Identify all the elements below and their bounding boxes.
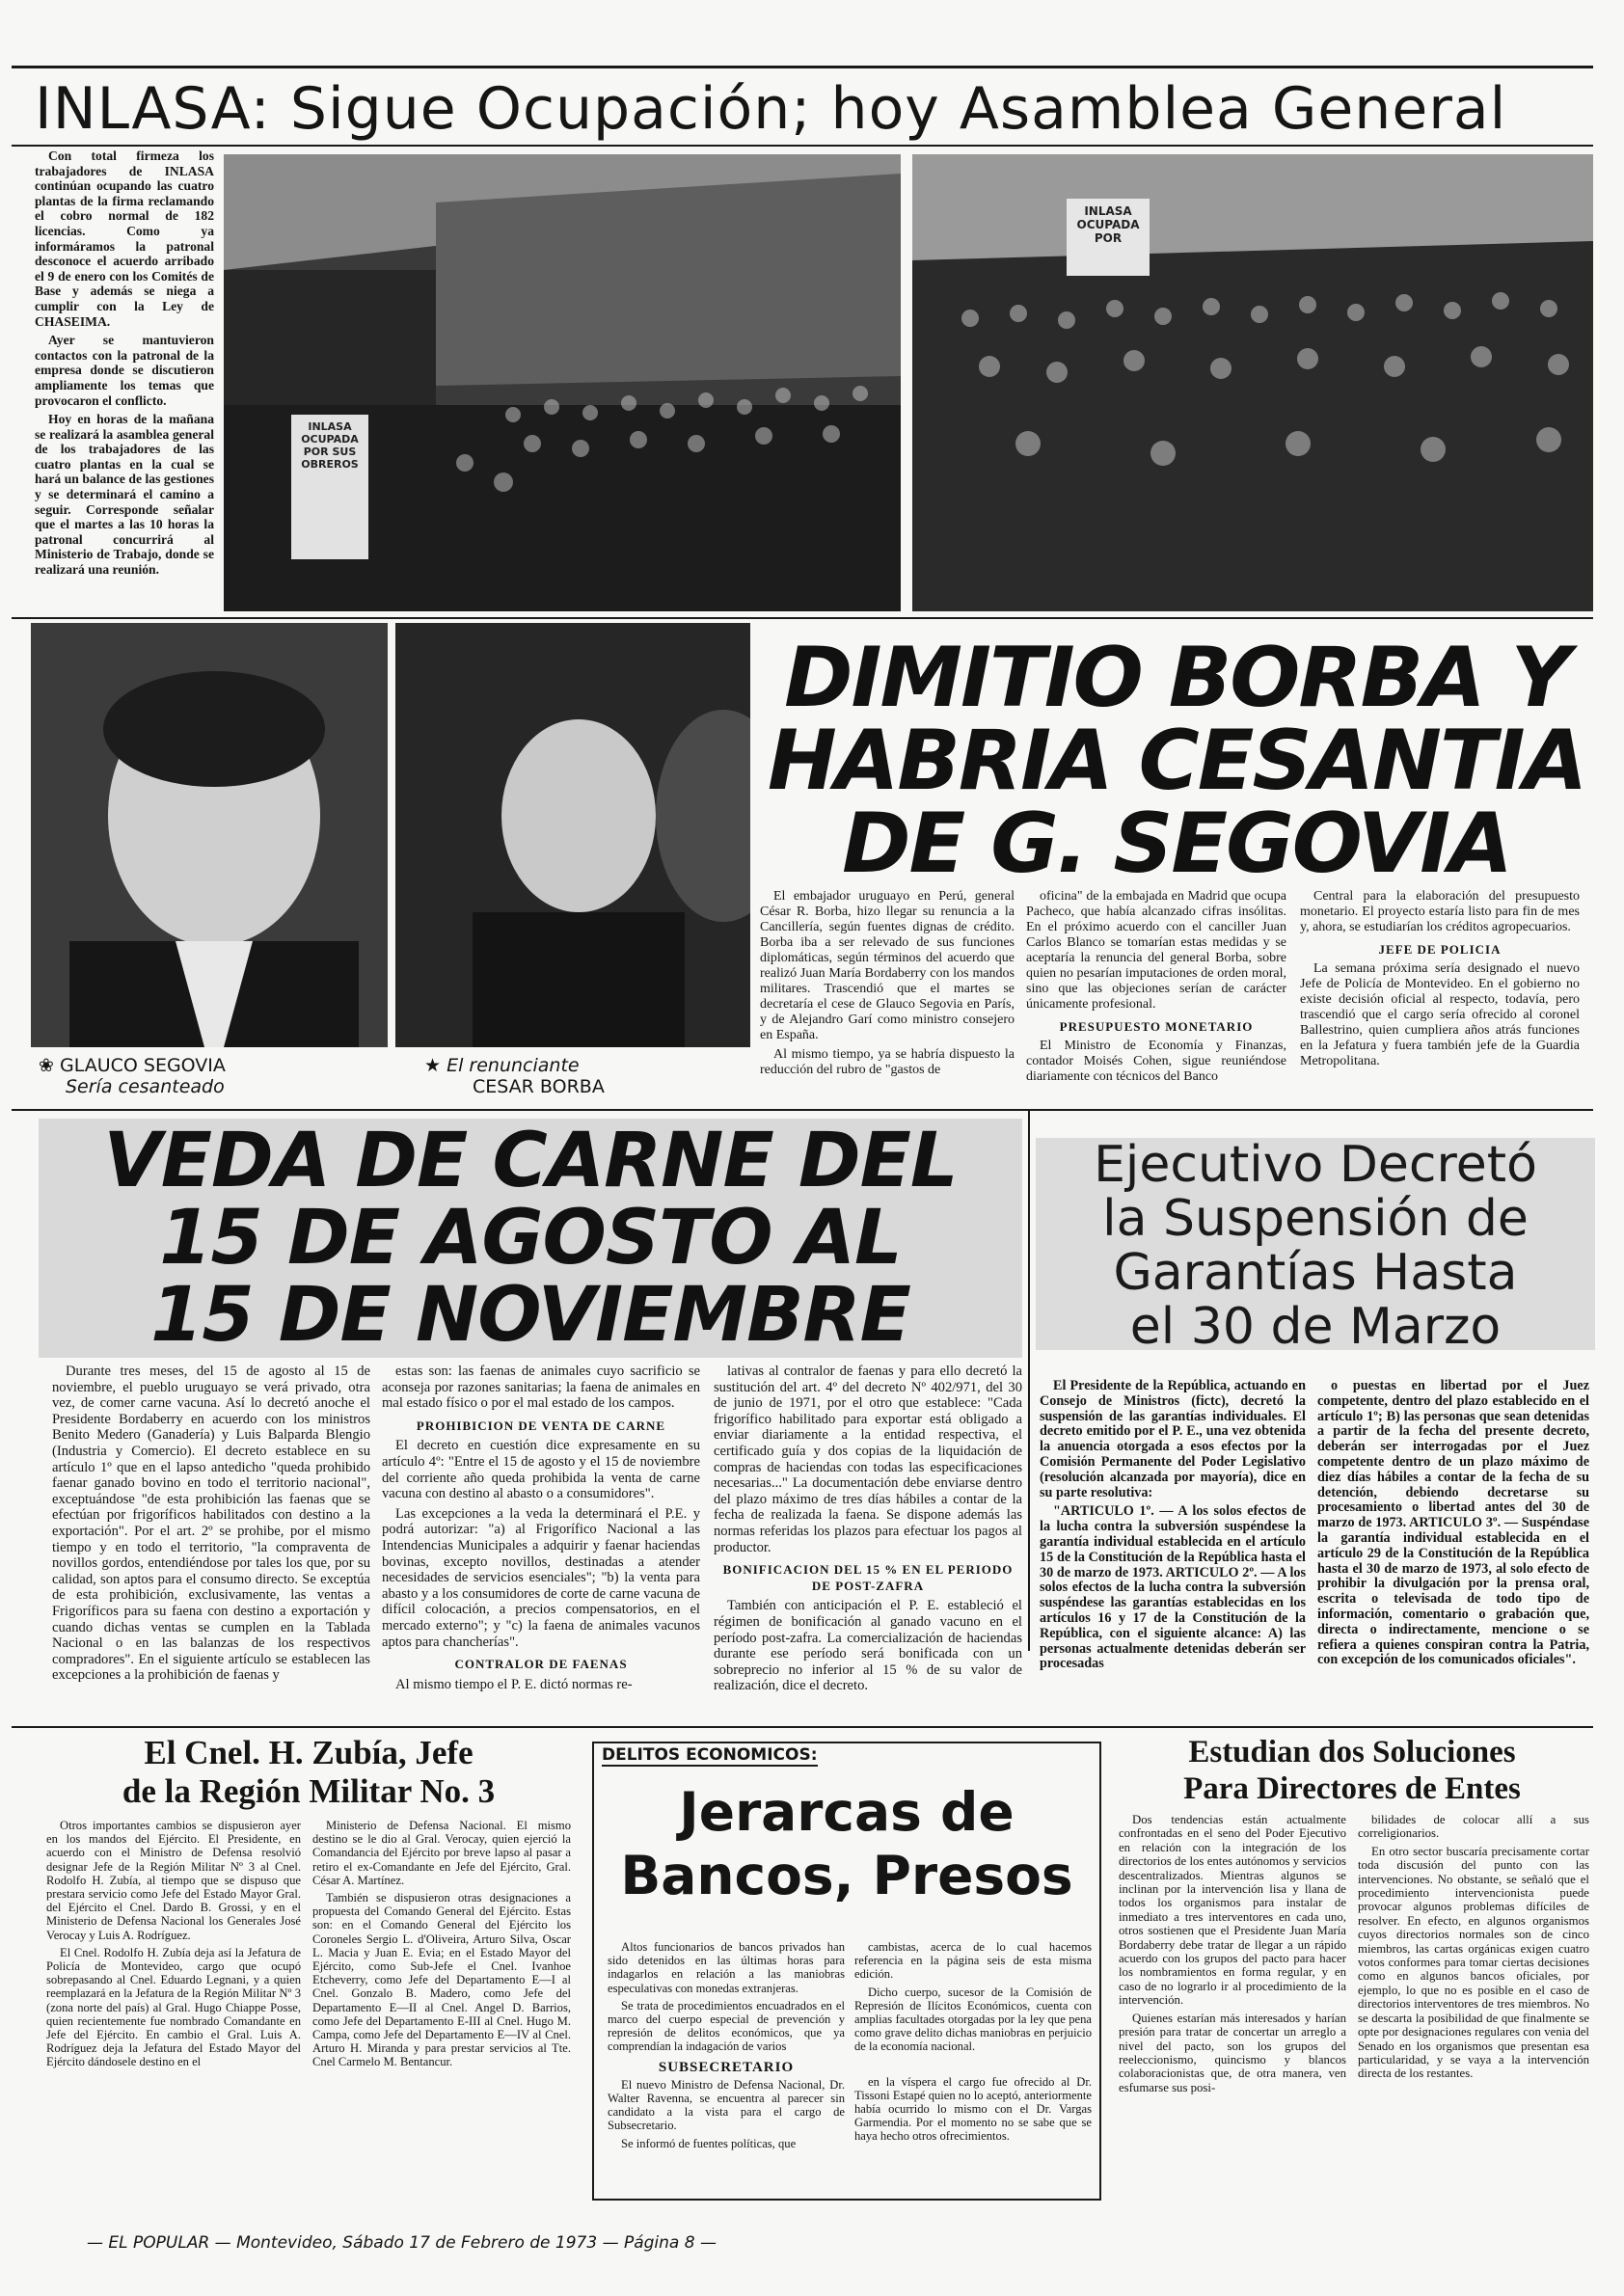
caption-borba-name: CESAR BORBA (473, 1076, 605, 1097)
inlasa-sign-right: INLASA OCUPADA POR (1076, 204, 1140, 245)
delitos-subhead: SUBSECRETARIO (658, 2059, 795, 2075)
borba-col3 (1300, 889, 1580, 1073)
veda-headline-line: 15 DE AGOSTO AL (159, 1195, 902, 1282)
veda-col3 (714, 1364, 1022, 1698)
caption-segovia-role: Sería cesanteado (66, 1076, 225, 1097)
borba-col1 (760, 889, 1015, 1082)
borba-subhead: PRESUPUESTO MONETARIO (1059, 1019, 1254, 1034)
borba-paragraph: El Ministro de Economía y Finanzas, contador Moisés Cohen, sigue reuniéndose diariamente con técnicos del Banco (1026, 1039, 1286, 1084)
veda-subhead: CONTRALOR DE FAENAS (454, 1657, 628, 1672)
zubia-headline-line: de la Región Militar No. 3 (122, 1772, 496, 1810)
entes-col2 (1358, 1813, 1589, 2085)
entes-paragraph: bilidades de colocar allí a sus correligionarios. (1358, 1813, 1589, 1841)
borba-headline (762, 630, 1591, 892)
veda-subhead: PROHIBICION DE VENTA DE CARNE (416, 1418, 666, 1433)
delitos-paragraph: Altos funcionarios de bancos privados han sido detenidos en las últimas horas para indagarlos en relación a las maniobras especulativas con monedas extranjeras. (608, 1940, 845, 1995)
delitos-paragraph: Se trata de procedimientos encuadrados en el marco del cuerpo especial de prevención y represión de delitos económicos, que ya comprendían la indagación de varios (608, 1998, 845, 2054)
entes-col1 (1119, 1813, 1346, 2098)
zubia-col2 (312, 1819, 571, 2073)
entes-headline-line: Para Directores de Entes (1183, 1771, 1521, 1806)
veda-headline-line: VEDA DE CARNE DEL (103, 1118, 958, 1204)
borba-portrait (395, 623, 750, 1047)
zubia-paragraph: El Cnel. Rodolfo H. Zubía deja así la Jefatura de Policía de Montevideo, cargo que ocupó sobrepasando al Cnel. Eduardo Legnani, y a quien reemplazará en la Jefatura de la Región Militar Nº 3 (zona norte del país) al Gral. Hugo Chiappe Posse, quien recientemente fue nombrado Comandante en Jefe del Ejército. En cambio el Gral. Luis A. Rodríguez deja la Jefatura del Estado Mayor del Ejército dándosele destino en el (46, 1945, 301, 2069)
delitos-kicker: DELITOS ECONOMICOS: (602, 1745, 818, 1765)
veda-paragraph: estas son: las faenas de animales cuyo sacrificio se aconseja por razones sanitarias; la faena de animales en mal estado físico o por el mal estado de los campos. (382, 1364, 700, 1412)
inlasa-photo-left (224, 154, 901, 611)
veda-headline-line: 15 DE NOVIEMBRE (150, 1272, 910, 1359)
entes-headline-line: Estudian dos Soluciones (1188, 1735, 1516, 1769)
entes-headline (1111, 1734, 1593, 1807)
star-icon: ★ (424, 1055, 442, 1076)
flower-icon: ❀ (39, 1055, 54, 1076)
borba-headline-line: DE G. SEGOVIA (842, 796, 1511, 892)
caption-borba-role: El renunciante (447, 1055, 580, 1076)
inlasa-photo-right (912, 154, 1593, 611)
veda-paragraph: Durante tres meses, del 15 de agosto al 15 de noviembre, el pueblo uruguayo se verá privado, otra vez, de comer carne vacuna. Así lo decretó anoche el Presidente Bordaberry en acuerdo con los ministros Benito Medero (Ganadería) y Luis Balparda Blengio (Industria y Comercio). El decreto establece en su artículo 1º que en el lapso antedicho "queda prohibido faenar ganado bovino en todo el territorio nacional", exceptuándose "de esta prohibición las faenas que se efectúan por frigoríficos habilitados con destino a la exportación". Por el art. 2º se prohibe, por el mismo tiempo y en todo el territorio, "la compraventa de novillos gordos, entendiéndose por tales los que, por su calidad, son aptos para el consumo directo. Se exceptúa de esta prohibición, exclusivamente, las ventas a Frigoríficos para su faena con destino a exportación y cuando dichas ventas se cumplen en la Tablada Nacional o en las balanzas de los respectivos compradores". En el siguiente artículo se establecen las excepciones a la prohibición de faenas y (52, 1364, 370, 1684)
borba-headline-line: DIMITIO BORBA Y (784, 630, 1569, 726)
garantias-headline-line: la Suspensión de (1102, 1190, 1529, 1248)
inlasa-sign-left: INLASA OCUPADA POR SUS OBREROS (301, 420, 359, 471)
section-rule (12, 1109, 1593, 1111)
delitos-paragraph: Dicho cuerpo, sucesor de la Comisión de Represión de Ilícitos Económicos, cuenta con amplias facultades otorgadas por la ley que pena como grave delito dichas maniobras en perjuicio de la economía nacional. (854, 1985, 1092, 2054)
zubia-headline (39, 1734, 579, 1811)
zubia-paragraph: También se dispusieron otras designaciones a propuesta del Comando General del Ejército. Estas son: en el Comando General del Ejército los Coroneles Sergio L. d'Oliveira, Arturo Silva, Oscar L. Macia y Juan E. Evia; en el Estado Mayor del Ejército, como Sub-Jefe el Cnel. Ivanhoe Etcheverry, como Jefe del Departamento E—I al Cnel. Gonzalo B. Madero, como Jefe del Departamento E—II al Cnel. Angel D. Barrios, como Jefe del Departamento E-III al Cnel. Hugo M. Campa, como Jefe del Departamento E—IV al Cnel. Arturo H. Miranda y para prestar servicios al Tte. Cnel Carmelo M. Bentancur. (312, 1891, 571, 2069)
garantias-headline (1036, 1136, 1595, 1356)
veda-headline (39, 1119, 1022, 1358)
top-rule (12, 66, 1593, 68)
caption-borba-line (424, 1055, 733, 1076)
caption-segovia-name: GLAUCO SEGOVIA (59, 1055, 226, 1076)
garantias-headline-line: Garantías Hasta (1113, 1244, 1518, 1302)
segovia-portrait (31, 623, 388, 1047)
veda-paragraph: También con anticipación el P. E. estableció el régimen de bonificación al ganado vacuno en el período post-zafra. La comercialización de haciendas durante ese período será bonificada con un sobreprecio no inferior al 15 % de su valor de realización, dice el decreto. (714, 1598, 1022, 1694)
caption-borba (424, 1055, 733, 1097)
delitos-paragraph: en la víspera el cargo fue ofrecido al Dr. Tissoni Estapé quien no lo aceptó, anteriormente había ocurrido lo mismo con el Dr. Vargas Garmendia. Por el momento no se sabe que se haya hecho otros ofrecimientos. (854, 2074, 1092, 2144)
caption-segovia-line (39, 1055, 386, 1076)
borba-paragraph: La semana próxima sería designado el nuevo Jefe de Policía de Montevideo. En el gobierno no existe decisión oficial al respecto, todavía, pero trascendió que el cargo sería ofrecido al coronel Ballestrino, quien cumpliera años atrás funciones en la Jefatura y fuera también jefe de la Guardia Metropolitana. (1300, 961, 1580, 1068)
inlasa-paragraph: Ayer se mantuvieron contactos con la patronal de la empresa donde se discutieron ampliamente los temas que provocaron el conflicto. (35, 333, 214, 408)
veda-paragraph: Las excepciones a la veda la determinará el P.E. y podrá autorizar: "a) al Frigorífico Nacional a las Intendencias Municipales a adquirir y faenar haciendas bovinas, excepto novillos, destinadas a atender necesidades de servicios esenciales"; "b) la venta para abasto y a los consumidores de corte de carne vacuna de difícil colocación, a precios compensatorios, en el mercado externo"; y "c) la faena de animales vacunos aptos para chancherías". (382, 1505, 700, 1650)
delitos-paragraph: Se informó de fuentes políticas, que (621, 2136, 797, 2150)
delitos-paragraph: cambistas, acerca de lo cual hacemos referencia en la página seis de esta misma edición. (854, 1940, 1092, 1982)
column-rule (1028, 1111, 1030, 1651)
borba-paragraph: oficina" de la embajada en Madrid que ocupa Pacheco, que había alcanzado cifras insólitas. En el próximo acuerdo con el canciller Juan Carlos Blanco se tomarían estas medidas y se aceptaría la renuncia del general Borba, sobre quien no pesarían imputaciones de orden moral, sino que las objeciones serían de carácter únicamente profesional. (1026, 889, 1286, 1012)
borba-col2 (1026, 889, 1286, 1089)
zubia-paragraph: Ministerio de Defensa Nacional. El mismo destino se le dio al Gral. Verocay, quien ejerció la Comandancia del Ejército por breve lapso al pasar a retiro el ex-Comandante en Jefe del Ejército, Gral. César A. Martínez. (312, 1819, 571, 1887)
entes-paragraph: Dos tendencias están actualmente confrontadas en el seno del Poder Ejecutivo en relación con la integración de los directorios de los entes autónomos y servicios descentralizados. Mientras algunos se inclinan por la intervención lisa y llana de todos los organismos para instalar de inmediato a tres interventores en cada uno, otros sostienen que el Presidente Juan María Bordaberry debe tratar de llegar a un rápido acuerdo con los grupos del pacto para hacer los nombramientos en forma regular, y en caso de no lograrlo ir al procedimiento de la intervención. (1119, 1813, 1346, 2008)
zubia-col1 (46, 1819, 301, 2073)
veda-col1 (52, 1364, 370, 1688)
garantias-headline-line: el 30 de Marzo (1129, 1298, 1502, 1356)
inlasa-article (35, 149, 214, 581)
garantias-col1 (1040, 1379, 1306, 1676)
borba-headline-line: HABRIA CESANTIA (767, 713, 1586, 809)
inlasa-headline: INLASA: Sigue Ocupación; hoy Asamblea General (35, 75, 1507, 143)
entes-paragraph: En otro sector buscaría precisamente cortar toda discusión del punto con las intervenciones. No obstante, se señaló que el procedimiento intervencionista puede provocar algunos problemas difíciles de resolver. En efecto, en algunos organismos cuyos directorios normales son de cinco miembros, las cartas orgánicas exigen cuatro votos conformes para tomar ciertas decisiones como en algunos bancos oficiales, por ejemplo, lo que no es posible en el caso de directorios interventores de tres miembros. No se descarta la posibilidad de que finalmente se opte por designaciones regulares con venia del Senado en los organismos que presentan esa particularidad, y se vaya a la intervención directa de los restantes. (1358, 1844, 1589, 2081)
garantias-paragraph: o puestas en libertad por el Juez competente, dentro del plazo establecido en el artículo 1º; B) las personas que sean detenidas a partir de la fecha del presente decreto, deberán ser interrogadas por el Juez competente dentro de un plazo máximo de diez días hábiles a contar de la fecha de su detención, debiendo decretarse su procesamiento o libertad antes del 30 de marzo de 1973. ARTICULO 3º. — Suspéndase la garantía individual establecida en el artículo 29 de la Constitución de la República hasta el 30 de marzo de 1973, al solo efecto de prohibir la divulgación por la prensa oral, escrita o televisada de todo tipo de información, comentario o grabación que, directa o indirectamente, mencione o se refiera a quienes conspiran contra la Patria, con excepción de los comunicados oficiales". (1317, 1378, 1589, 1668)
caption-segovia (39, 1055, 386, 1097)
veda-paragraph: Al mismo tiempo el P. E. dictó normas re- (395, 1676, 633, 1692)
section-rule (12, 617, 1593, 619)
borba-subhead: JEFE DE POLICIA (1378, 942, 1502, 957)
section-rule (12, 1726, 1593, 1728)
garantias-paragraph: El Presidente de la República, actuando en Consejo de Ministros (fictc), decretó la suspensión de las garantías individuales. El decreto emitido por el P. E., una vez obtenida la anuencia otorgada a esos efectos por la Comisión Permanente del Poder Legislativo (resolución alcanzada por mayoría), dice en su parte resolutiva: (1040, 1378, 1306, 1500)
borba-paragraph: El embajador uruguayo en Perú, general César R. Borba, hizo llegar su renuncia a la Cancillería, según fuentes dignas de crédito. Borba iba a ser relevado de sus funciones diplomáticas, según términos del acuerdo que realizó Juan María Bordaberry con los mandos militares. Trascendió que el martes se decretaría el cese de Glauco Segovia en París, y de Alejandro Garí como ministro consejero en España. (760, 889, 1015, 1042)
delitos-col1 (608, 1940, 845, 2154)
inlasa-paragraph: Hoy en horas de la mañana se realizará la asamblea general de los trabajadores de las cuatro plantas en la cual se hará un balance de las gestiones y se determinará el camino a seguir. Corresponde señalar que el martes a las 10 horas la patronal concurrirá al Ministerio de Trabajo, donde se realizará una reunión. (35, 412, 214, 578)
garantias-col2 (1317, 1379, 1589, 1672)
entes-paragraph: Quienes estarían más interesados y harían presión para tratar de concertar un arreglo a nivel del pacto, son los grupos del reeleccionismo, quincismo y blancos colaboracionistas que, de otra manera, ven esfumarse sus posi- (1119, 2011, 1346, 2094)
borba-paragraph: Central para la elaboración del presupuesto monetario. El proyecto estaría listo para fin de mes y, ahora, se estudiarían los créditos agropecuarios. (1300, 889, 1580, 934)
headline-rule (12, 145, 1593, 147)
inlasa-paragraph: Con total firmeza los trabajadores de INLASA continúan ocupando las cuatro plantas de la firma reclamando el cobro normal de 182 licencias. Como ya informáramos la patronal desconoce el acuerdo arribado el 9 de enero con los Comités de Base y además se niega a cumplir con la Ley de CHASEIMA. (35, 149, 214, 329)
veda-col2 (382, 1364, 700, 1696)
zubia-headline-line: El Cnel. H. Zubía, Jefe (144, 1734, 474, 1771)
delitos-paragraph: El nuevo Ministro de Defensa Nacional, Dr. Walter Ravenna, se encuentra al parecer sin candidato a la vista para el cargo de Subsecretario. (608, 2077, 845, 2133)
borba-paragraph: Al mismo tiempo, ya se habría dispuesto la reducción del rubro de "gastos de (760, 1047, 1015, 1077)
page-footer: — EL POPULAR — Montevideo, Sábado 17 de Febrero de 1973 — Página 8 — (87, 2233, 717, 2253)
veda-subhead: BONIFICACION DEL 15 % EN EL PERIODO DE POST-ZAFRA (722, 1562, 1014, 1593)
veda-paragraph: lativas al contralor de faenas y para ello decretó la sustitución del art. 4º del decreto Nº 402/971, del 30 de junio de 1971, por el otro que establece: "Cada frigorífico habilitado para exportar está obligado a enviar diariamente a la entidad respectiva, el certificado guía y dos copias de la liquidación de compras de haciendas con todas las especificaciones necesarias..." La documentación debe enviarse dentro del plazo máximo de tres días hábiles a contar de la fecha de realizada la faena. Se dispone además las normas referidas los plazos para efectuar los pagos al productor. (714, 1364, 1022, 1555)
delitos-headline (598, 1780, 1096, 1907)
garantias-paragraph: "ARTICULO 1º. — A los solos efectos de la lucha contra la subversión suspéndese la garantía individual establecida en el artículo 15 de la Constitución de la República hasta el 30 de marzo de 1973. ARTICULO 2º. — A los solos efectos de la lucha contra la subversión suspéndese las garantías establecidas en los artículos 16 y 17 de la Constitución de la República, con el siguiente alcance: A) las personas actualmente detenidas deberán ser procesadas (1040, 1503, 1306, 1672)
delitos-headline-line: Bancos, Presos (620, 1845, 1073, 1906)
delitos-headline-line: Jerarcas de (679, 1781, 1015, 1843)
veda-paragraph: El decreto en cuestión dice expresamente en su artículo 4º: "Entre el 15 de agosto y el 15 de noviembre del corriente año queda prohibida la venta de carne vacuna con destino al abasto o a consumidores". (382, 1438, 700, 1502)
zubia-paragraph: Otros importantes cambios se dispusieron ayer en los mandos del Ejército. El Presidente, en acuerdo con el Ministro de Defensa resolvió designar Jefe de la Región Militar Nº 3 al Cnel. Rodolfo H. Zubía, al tiempo que se dispuso que prestara servicio como Jefe del Estado Mayor Gral. del Ejército el Cnel. Dardo B. Grossi, y en el Ministerio de Defensa Nacional los Generales José Verocay y Luis A. Rodríguez. (46, 1819, 301, 1942)
garantias-headline-line: Ejecutivo Decretó (1094, 1136, 1537, 1194)
delitos-col2 (854, 1940, 1092, 2147)
